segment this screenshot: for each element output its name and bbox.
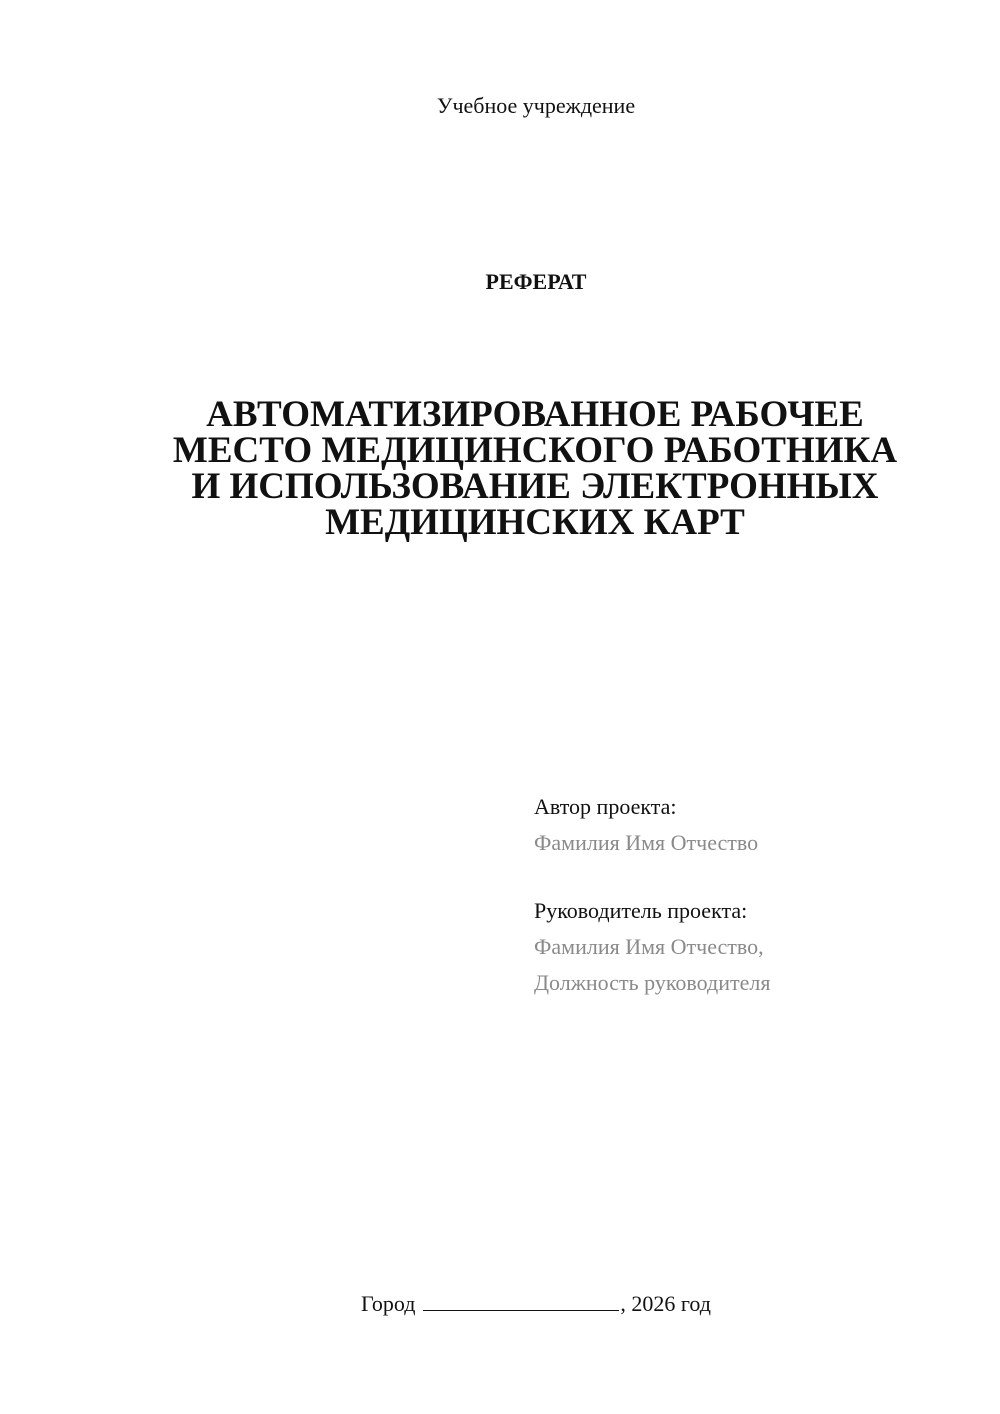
supervisor-block [534,893,770,1001]
title-line: И ИСПОЛЬЗОВАНИЕ ЭЛЕКТРОННЫХ [191,466,879,507]
city-blank-line [423,1292,619,1311]
author-block [534,789,758,861]
document-type: РЕФЕРАТ [485,269,587,294]
author-name: Фамилия Имя Отчество [534,830,759,855]
city-label: Город [361,1291,416,1316]
supervisor-label: Руководитель проекта: [534,898,748,923]
title-line: МЕСТО МЕДИЦИНСКОГО РАБОТНИКА [172,430,898,471]
document-title [100,394,970,543]
footer-city-year [36,1290,1000,1318]
author-label: Автор проекта: [534,794,677,819]
supervisor-position: Должность руководителя [534,970,771,995]
title-line: МЕДИЦИНСКИХ КАРТ [325,502,745,543]
supervisor-name: Фамилия Имя Отчество, [534,934,764,959]
year-text: , 2026 год [620,1291,711,1316]
title-line: АВТОМАТИЗИРОВАННОЕ РАБОЧЕЕ [206,394,864,435]
institution-name: Учебное учреждение [436,93,636,118]
